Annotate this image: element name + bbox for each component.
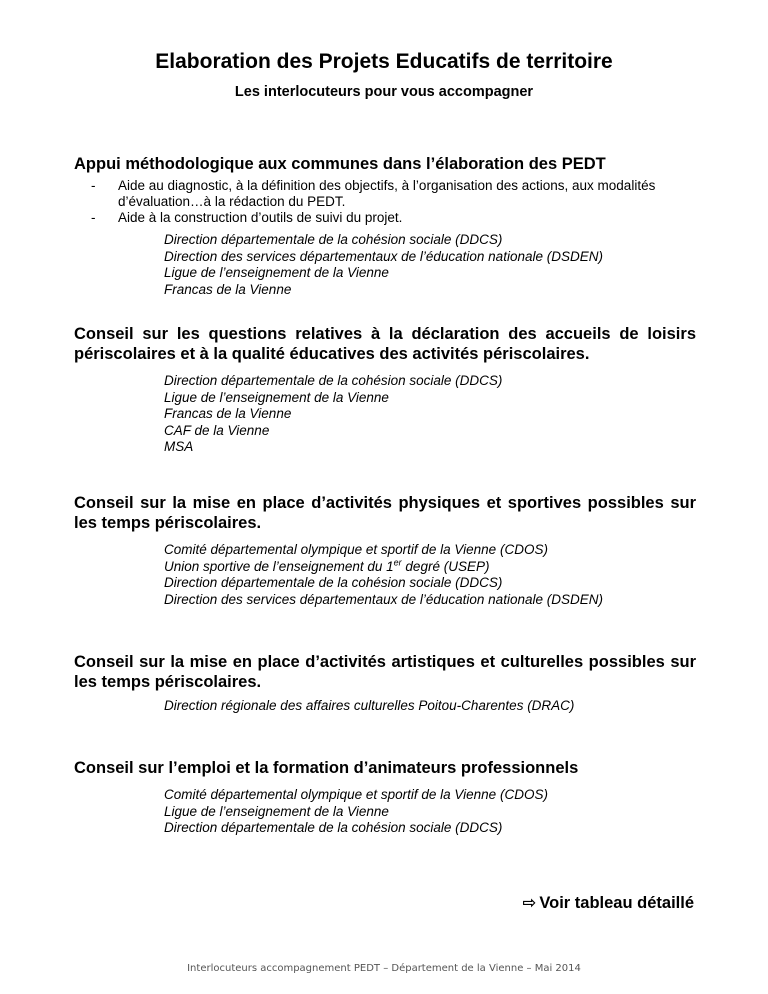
page-subtitle: Les interlocuteurs pour vous accompagner [234,84,534,100]
page-footer: Interlocuteurs accompagnement PEDT – Département de la Vienne – Mai 2014 [187,963,581,974]
contact-item: Direction départementale de la cohésion sociale (DDCS) [164,820,503,835]
detailed-table-link[interactable] [523,893,694,913]
contact-item: Ligue de l’enseignement de la Vienne [164,265,389,280]
link-label: Voir tableau détaillé [539,894,694,912]
section-heading: Conseil sur la mise en place d’activités physiques et sportives possibles sur les temps périscolaires. [74,494,696,532]
page-title: Elaboration des Projets Educatifs de territoire [155,50,613,73]
section-heading: Conseil sur la mise en place d’activités artistiques et culturelles possibles sur les temps périscolaires. [74,653,696,691]
list-item: - Aide au diagnostic, à la définition des objectifs, à l’organisation des actions, aux modalités d’évaluation…à la rédaction du PEDT. [91,178,656,209]
contact-item: Direction régionale des affaires culturelles Poitou-Charentes (DRAC) [164,698,575,713]
contact-item: MSA [164,439,194,454]
contact-item: Direction des services départementaux de l’éducation nationale (DSDEN) [164,591,603,607]
contact-item: Union sportive de l’enseignement du 1er degré (USEP) [164,557,490,574]
bullet-list [74,178,696,226]
contact-item: Ligue de l’enseignement de la Vienne [164,803,389,819]
section-heading: Conseil sur les questions relatives à la déclaration des accueils de loisirs périscolaires et à la qualité éducatives des activités périscolaires. [74,325,696,363]
contact-item: Francas de la Vienne [164,406,292,421]
arrow-right-icon: ⇨ [522,894,537,912]
contact-item: Direction départementale de la cohésion sociale (DDCS) [164,575,503,590]
list-item: - Aide à la construction d’outils de suivi du projet. [91,210,403,225]
contact-item: Ligue de l’enseignement de la Vienne [164,389,389,405]
contact-list [164,698,696,715]
contact-list [164,787,696,837]
contact-item: Direction départementale de la cohésion sociale (DDCS) [164,373,503,388]
section-cultural-activities [74,652,696,715]
contact-list [164,232,696,298]
contact-item: Comité départemental olympique et sportif de la Vienne (CDOS) [164,787,548,802]
contact-item: CAF de la Vienne [164,422,270,438]
section-periscolar-declaration [74,324,696,456]
contact-list [164,373,696,456]
contact-item: Francas de la Vienne [164,281,292,297]
contact-item: Direction des services départementaux de l’éducation nationale (DSDEN) [164,248,603,264]
contact-item: Direction départementale de la cohésion sociale (DDCS) [164,232,503,247]
section-heading: Conseil sur l’emploi et la formation d’animateurs professionnels [74,759,579,777]
contact-item: Comité départemental olympique et sportif de la Vienne (CDOS) [164,542,548,557]
section-methodological-support [74,154,696,298]
contact-list [164,542,696,608]
section-heading: Appui méthodologique aux communes dans l’élaboration des PEDT [74,155,606,173]
bullet-text: Aide à la construction d’outils de suivi du projet. [118,210,403,225]
bullet-text: Aide au diagnostic, à la définition des objectifs, à l’organisation des actions, aux modalités d’évaluation…à la rédaction du PEDT. [118,178,656,209]
section-employment-training [74,758,696,837]
section-sports-activities [74,493,696,608]
